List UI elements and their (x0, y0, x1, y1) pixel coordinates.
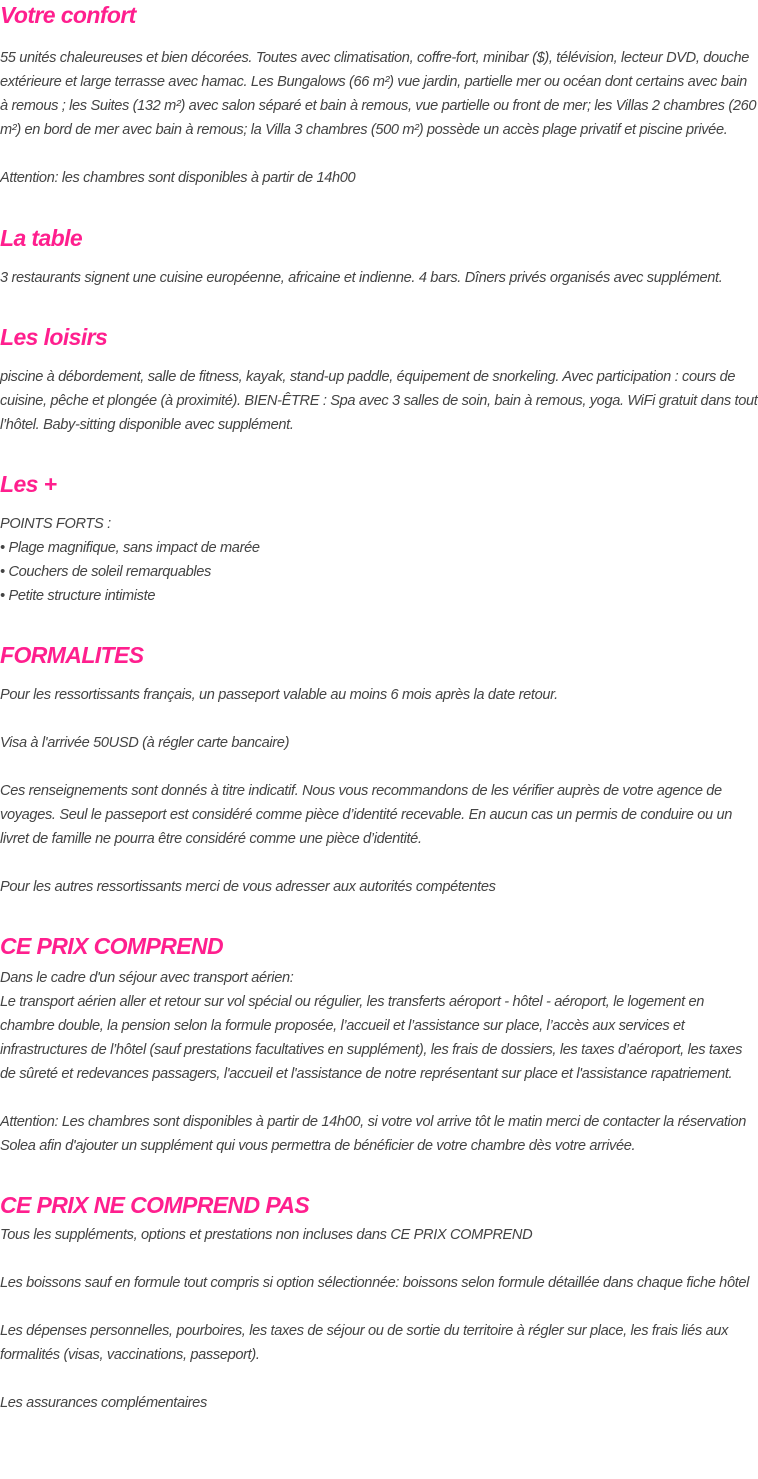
formalites-disclaimer: Ces renseignements sont donnés à titre indicatif. Nous vous recommandons de les vérifier auprès de votre agence de voyages. Seul le passeport est considéré comme pièce d’identité recevable. En aucun cas un permis de conduire ou un livret de famille ne pourra être considéré comme une pièce d’identité. (0, 783, 733, 847)
confort-description: 55 unités chaleureuses et bien décorées. Toutes avec climatisation, coffre-fort, minibar ($), télévision, lecteur DVD, douche extérieure et large terrasse avec hamac. Les Bungalows (66 m²) vue jardin, partielle mer ou océan dont certains avec bain à remous ; les Suites (132 m²) avec salon séparé et bain à remous, vue partielle ou front de mer; les Villas 2 chambres (260 m²) en bord de mer avec bain à remous; la Villa 3 chambres (500 m²) possède un accès plage privatif et piscine privée. (0, 50, 757, 138)
section-title: La table (0, 225, 83, 251)
section-formalites (0, 608, 758, 899)
bullet-item: • Petite structure intimiste (0, 588, 156, 604)
bullet-item: • Couchers de soleil remarquables (0, 564, 211, 580)
section-ce-prix-ne-comprend-pas (0, 1158, 758, 1415)
comprend-intro: Dans le cadre d'un séjour avec transport aérien: (0, 970, 294, 986)
bullet-item: • Plage magnifique, sans impact de marée (0, 540, 260, 556)
comprend-attention-note: Attention: Les chambres sont disponibles à partir de 14h00, si votre vol arrive tôt le matin merci de contacter la réservation Solea afin d'ajouter un supplément qui vous permettra de bénéficier de votre chambre dès votre arrivée. (0, 1114, 746, 1154)
comprend-details: Le transport aérien aller et retour sur vol spécial ou régulier, les transferts aéroport - hôtel - aéroport, le logement en chambre double, la pension selon la formule proposée, l’accueil et l’assistance sur place, l’accès aux services et infrastructures de l’hôtel (sauf prestations facultatives en supplément), les frais de dossiers, les taxes d’aéroport, les taxes de sûreté et redevances passagers, l'accueil et l'assistance de notre représentant sur place et l'assistance rapatriement. (0, 994, 743, 1082)
points-forts-label: POINTS FORTS : (0, 516, 111, 532)
section-ce-prix-comprend (0, 899, 758, 1158)
exclusion-item: Tous les suppléments, options et prestations non incluses dans CE PRIX COMPREND (0, 1227, 533, 1243)
section-title: Les loisirs (0, 324, 108, 350)
formalites-visa: Visa à l'arrivée 50USD (à régler carte bancaire) (0, 735, 290, 751)
section-les-plus (0, 437, 758, 608)
exclusion-item: Les assurances complémentaires (0, 1395, 207, 1411)
formalites-other-nationals: Pour les autres ressortissants merci de vous adresser aux autorités compétentes (0, 879, 496, 895)
section-title: FORMALITES (0, 642, 144, 668)
exclusion-item: Les boissons sauf en formule tout compris si option sélectionnée: boissons selon formule détaillée dans chaque fiche hôtel (0, 1275, 750, 1291)
section-la-table (0, 190, 758, 290)
formalites-passport: Pour les ressortissants français, un passeport valable au moins 6 mois après la date retour. (0, 687, 558, 703)
section-les-loisirs (0, 290, 758, 437)
table-description: 3 restaurants signent une cuisine européenne, africaine et indienne. 4 bars. Dîners privés organisés avec supplément. (0, 270, 723, 286)
section-title: CE PRIX NE COMPREND PAS (0, 1192, 310, 1218)
section-title: CE PRIX COMPREND (0, 933, 223, 959)
section-title: Votre confort (0, 2, 136, 28)
confort-attention-note: Attention: les chambres sont disponibles à partir de 14h00 (0, 170, 356, 186)
section-title: Les + (0, 471, 57, 497)
exclusion-item: Les dépenses personnelles, pourboires, les taxes de séjour ou de sortie du territoire à régler sur place, les frais liés aux formalités (visas, vaccinations, passeport). (0, 1323, 729, 1363)
section-votre-confort (0, 0, 758, 190)
loisirs-description: piscine à débordement, salle de fitness, kayak, stand-up paddle, équipement de snorkeling. Avec participation : cours de cuisine, pêche et plongée (à proximité). BIEN-ÊTRE : Spa avec 3 salles de soin, bain à remous, yoga. WiFi gratuit dans tout l’hôtel. Baby-sitting disponible avec supplément. (0, 369, 758, 433)
